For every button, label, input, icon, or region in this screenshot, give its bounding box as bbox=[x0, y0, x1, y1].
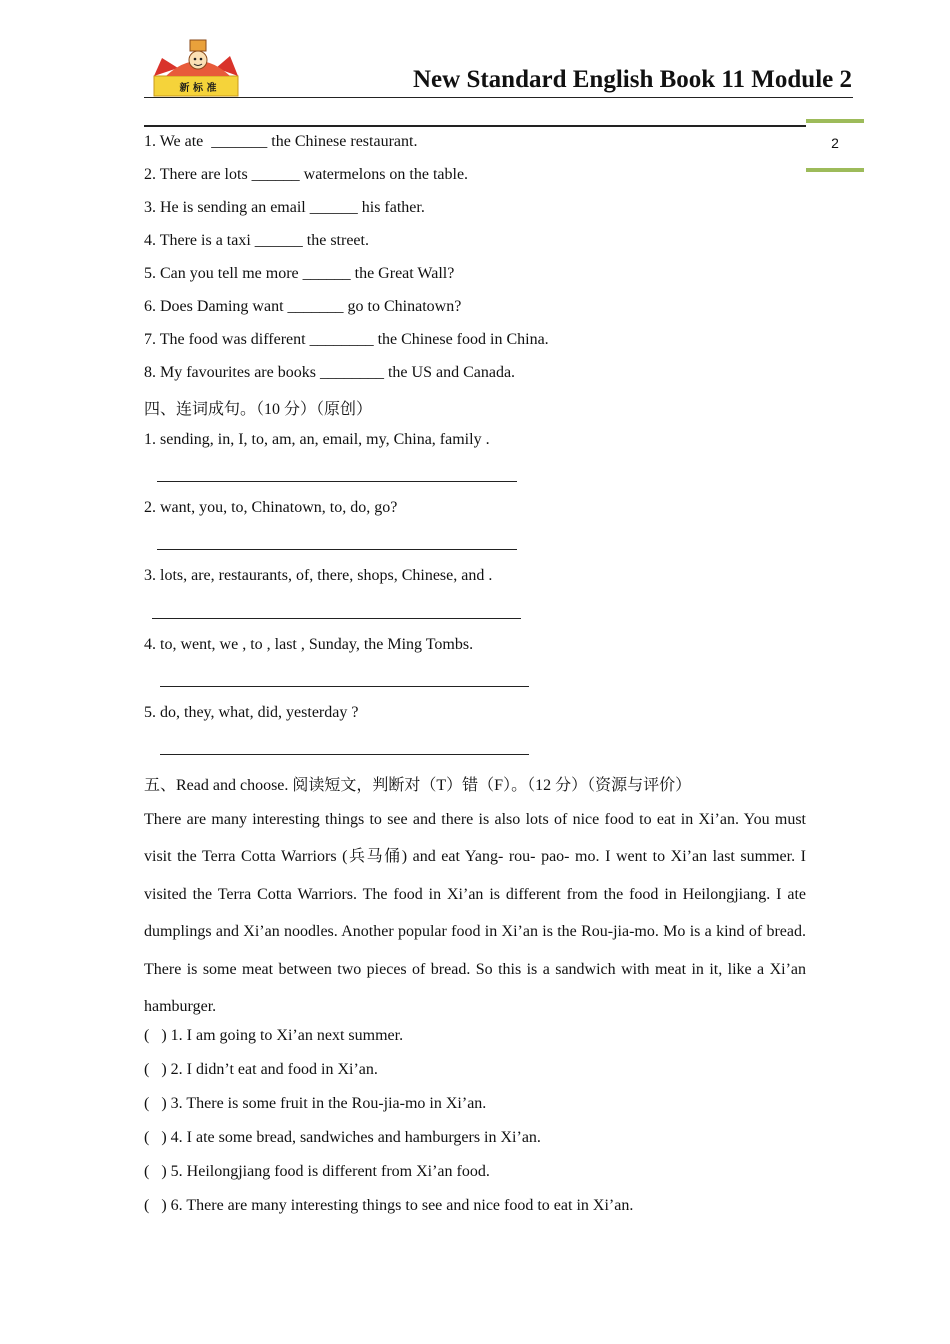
answer-line bbox=[157, 549, 517, 550]
answer-line bbox=[157, 481, 517, 482]
true-false-question: ( ) 4. I ate some bread, sandwiches and hamburgers in Xi’an. bbox=[144, 1129, 541, 1146]
section-4-heading: 四、连词成句。（10 分）（原创） bbox=[144, 401, 373, 418]
header-divider bbox=[144, 97, 853, 98]
fill-blank-item: 1. We ate _______ the Chinese restaurant. bbox=[144, 133, 418, 150]
word-order-item: 2. want, you, to, Chinatown, to, do, go? bbox=[144, 499, 398, 516]
answer-line bbox=[160, 686, 529, 687]
page-tab-bottom-bar bbox=[806, 168, 864, 172]
word-order-item: 5. do, they, what, did, yesterday ? bbox=[144, 704, 359, 721]
true-false-question: ( ) 1. I am going to Xi’an next summer. bbox=[144, 1027, 404, 1044]
reading-passage: There are many interesting things to see and there is also lots of nice food to eat in Xi’an. You must visit the Terra Cotta Warriors (兵马俑) and eat Yang- rou- pao- mo. I went to Xi’an last summer. I visited the Terra Cotta Warriors. The food in Xi’an is different from the food in Heilongjiang. I ate dumplings and Xi’an noodles. Another popular food in Xi’an is the Rou-jia-mo. Mo is a kind of bread. There is some meat between two pieces of bread. So this is a sandwich with meat in it, like a Xi’an hamburger. bbox=[144, 811, 806, 1016]
true-false-question: ( ) 5. Heilongjiang food is different from Xi’an food. bbox=[144, 1163, 490, 1180]
word-order-item: 1. sending, in, I, to, am, an, email, my, China, family . bbox=[144, 431, 490, 448]
word-order-item: 3. lots, are, restaurants, of, there, shops, Chinese, and . bbox=[144, 567, 493, 584]
publisher-logo bbox=[152, 36, 244, 98]
true-false-question: ( ) 2. I didn’t eat and food in Xi’an. bbox=[144, 1061, 378, 1078]
fill-blank-item: 6. Does Daming want _______ go to Chinatown? bbox=[144, 298, 462, 315]
page-tab-top-bar bbox=[806, 119, 864, 123]
page-number-tab bbox=[806, 119, 864, 173]
fill-blank-item: 5. Can you tell me more ______ the Great Wall? bbox=[144, 265, 455, 282]
answer-line bbox=[160, 754, 529, 755]
fill-blank-item: 3. He is sending an email ______ his father. bbox=[144, 199, 425, 216]
document-title: New Standard English Book 11 Module 2 bbox=[413, 66, 852, 93]
fill-blank-item: 8. My favourites are books ________ the US and Canada. bbox=[144, 364, 516, 381]
true-false-question: ( ) 3. There is some fruit in the Rou-jia-mo in Xi’an. bbox=[144, 1095, 487, 1112]
page-number: 2 bbox=[831, 135, 839, 151]
fill-blank-item: 7. The food was different ________ the Chinese food in China. bbox=[144, 331, 549, 348]
logo-text: 新 标 准 bbox=[179, 83, 217, 94]
section-5-heading: 五、Read and choose. 阅读短文，判断对（T）错（F）。（12 分）（资源与评价） bbox=[144, 777, 692, 794]
answer-line bbox=[152, 618, 521, 619]
word-order-item: 4. to, went, we , to , last , Sunday, the Ming Tombs. bbox=[144, 636, 474, 653]
true-false-question: ( ) 6. There are many interesting things to see and nice food to eat in Xi’an. bbox=[144, 1197, 634, 1214]
fill-blank-item: 4. There is a taxi ______ the street. bbox=[144, 232, 369, 249]
content-divider bbox=[144, 125, 806, 127]
fill-blank-item: 2. There are lots ______ watermelons on the table. bbox=[144, 166, 469, 183]
